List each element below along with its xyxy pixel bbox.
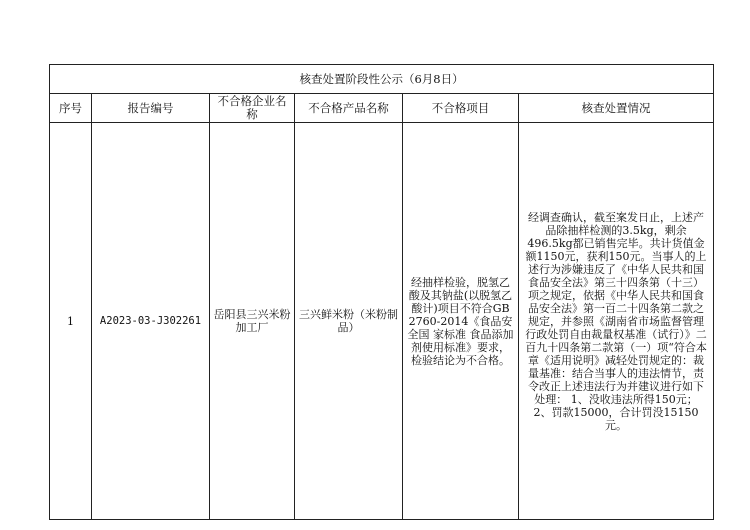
header-handling-status: 核查处置情况 (519, 94, 714, 123)
cell-company-name: 岳阳县三兴米粉加工厂 (210, 123, 295, 520)
table-title: 核查处置阶段性公示（6月8日） (50, 65, 714, 94)
cell-report-number: A2023-03-J302261 (92, 123, 210, 520)
table-header-row (50, 94, 714, 123)
disposal-notice-table (49, 64, 714, 520)
header-failed-item: 不合格项目 (403, 94, 519, 123)
header-company-name: 不合格企业名称 (210, 94, 295, 123)
header-product-name: 不合格产品名称 (295, 94, 403, 123)
cell-handling-status: 经调查确认，截至案发日止，上述产品除抽样检测的3.5kg，剩余496.5kg都已销售完毕。共计货值金额1150元，获利150元。当事人的上述行为涉嫌违反了《中华人民共和国食品安全法》第三十四条第（十三）项之规定，依据《中华人民共和国食品安全法》第一百二十四条第二款之规定，并参照《湖南省市场监督管理行政处罚自由裁量权基准（试行）》二百九十四条第二款第（一）项“符合本章《适用说明》减轻处罚规定的：裁量基准：结合当事人的违法情节，责令改正上述违法行为并建议进行如下处理： 1、没收违法所得150元； 2、罚款15000，合计罚没15150元。 (519, 123, 714, 520)
cell-failed-item: 经抽样检验，脱氢乙酸及其钠盐(以脱氢乙酸计)项目不符合GB 2760-2014《食品安全国 家标准 食品添加剂使用标准》要求，检验结论为不合格。 (403, 123, 519, 520)
header-report-number: 报告编号 (92, 94, 210, 123)
cell-product-name: 三兴鲜米粉（米粉制品） (295, 123, 403, 520)
header-serial-number: 序号 (50, 94, 92, 123)
cell-serial-number: 1 (50, 123, 92, 520)
table-row (50, 123, 714, 520)
